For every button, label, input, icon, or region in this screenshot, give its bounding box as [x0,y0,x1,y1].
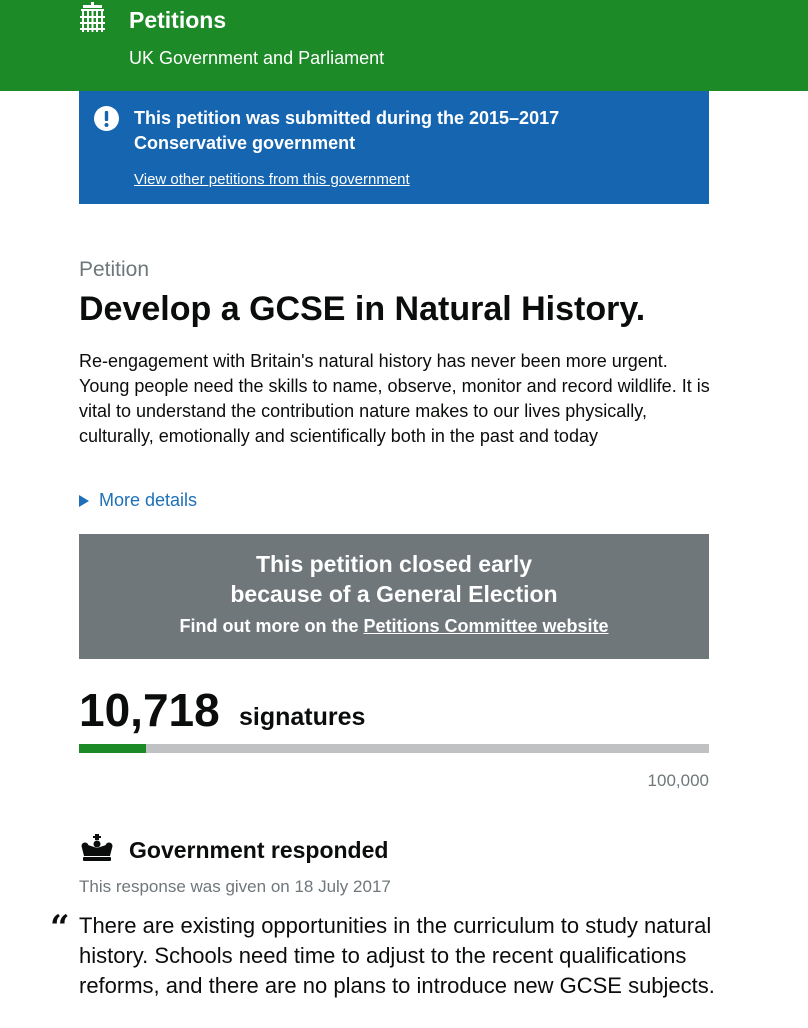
signature-count: 10,718 [79,684,220,736]
site-title-link[interactable]: Petitions [129,7,227,33]
closed-more-info [79,616,709,637]
response-summary: There are existing opportunities in the curriculum to study natural history. Schools need time to adjust to the recent qualifications reforms, and there are no plans to introduce new GCSE subjects. [79,913,715,998]
signature-threshold: 100,000 [647,771,709,790]
more-details-toggle[interactable] [79,490,197,511]
government-notice [79,91,709,204]
signature-progress-bar [79,744,709,753]
portcullis-icon [79,2,106,34]
response-heading: Government responded [129,837,389,863]
signature-label: signatures [239,703,366,731]
quote-mark-icon: “ [50,908,70,948]
exclamation-icon [94,106,119,131]
site-subtitle: UK Government and Parliament [129,48,385,68]
petitions-committee-link[interactable]: Petitions Committee website [363,616,609,636]
other-petitions-link[interactable]: View other petitions from this government [134,171,410,188]
closed-heading: This petition closed early because of a General Election [230,551,558,607]
petition-title: Develop a GCSE in Natural History. [79,290,646,328]
signature-progress-fill [79,744,146,753]
notice-text: This petition was submitted during the 2015–2017 Conservative government [134,108,560,153]
closed-more-prefix: Find out more on the [179,616,364,636]
site-header [0,0,808,91]
more-details-label: More details [99,490,198,510]
closed-early-panel [79,534,709,659]
triangle-right-icon [79,495,89,507]
petition-summary: Re-engagement with Britain's natural history has never been more urgent. Young people need the skills to name, observe, monitor and record wildlife. It is vital to understand the contribution nature makes to our lives physically, culturally, emotionally and scientifically both in the past and today [79,351,710,446]
petition-caption: Petition [79,258,150,281]
crown-icon [79,834,115,862]
response-date: This response was given on 18 July 2017 [79,877,391,896]
